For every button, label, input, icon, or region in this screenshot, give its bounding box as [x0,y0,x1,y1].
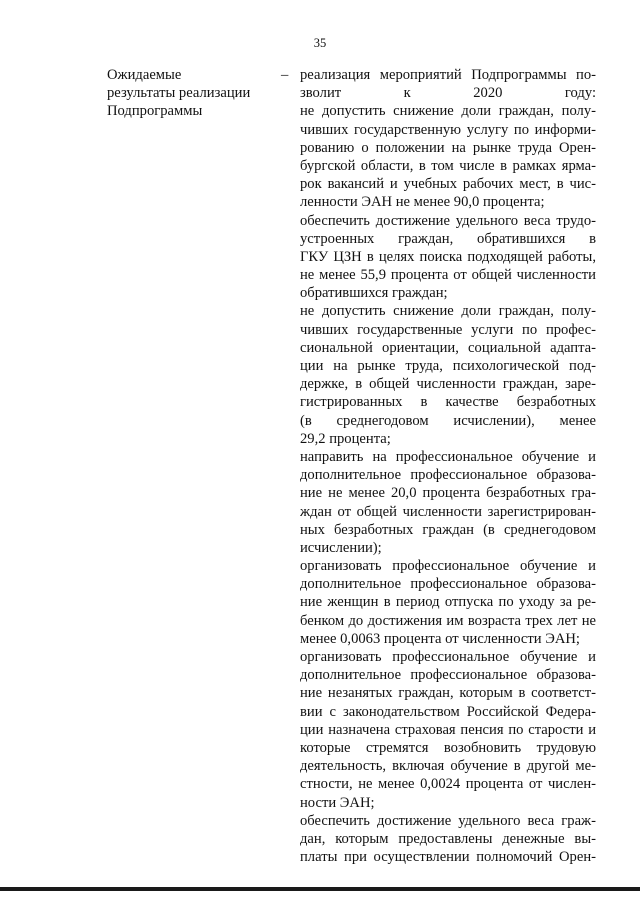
content-line: держке, в общей численности граждан, заре- [300,376,596,393]
content-line: которые стремятся возобновить трудовую [300,739,596,756]
content-line: устроенных граждан, обратившихся в [300,230,596,247]
content-line: реализация мероприятий Подпрограммы по- [300,67,596,83]
content-line: ждан от общей численности зарегистрирован- [300,503,596,520]
content-line: ности ЭАН; [300,794,375,811]
content-line: менее 0,0063 процента от численности ЭАН; [300,630,580,647]
content-line: дополнительное профессиональное образова- [300,667,596,684]
content-line: бургской области, в том числе в рамках ярма- [300,157,596,174]
content-line: ных безработных граждан (в среднегодовом [300,521,596,538]
content-line: сиональной ориентации, социальной адапта- [300,339,596,356]
content-line: не менее 55,9 процента от общей численности [300,267,596,284]
section-label [107,66,277,121]
content-line: обеспечить достижение удельного веса граж- [300,812,596,829]
content-line: обратившихся граждан; [300,285,448,302]
section-label-line: результаты реализации [107,85,251,102]
content-line: гистрированных в качестве безработных [300,394,596,411]
content-line: дополнительное профессиональное образова- [300,576,596,593]
content-line: дан, которым предоставлены денежные вы- [300,830,596,847]
content-line: не допустить снижение доли граждан, полу- [300,103,596,120]
content-line: платы при осуществлении полномочий Орен- [300,849,596,866]
content-line: рок вакансий и учебных рабочих мест, в чис- [300,176,596,193]
list-dash: – [281,67,289,83]
content-line: стности, не менее 0,0024 процента от числен- [300,776,596,793]
content-line: зволит к 2020 году: [300,85,596,102]
content-line: организовать профессиональное обучение и [300,558,596,575]
content-line: ции назначена страховая пенсия по старости и [300,721,596,738]
content-line: вии с законодательством Российской Федера- [300,703,596,720]
content-line: не допустить снижение доли граждан, полу- [300,303,596,320]
content-line: ции на рынке труда, психологической под- [300,358,596,374]
section-label-line: Подпрограммы [107,103,203,120]
content-line: рованию о положении на рынке труда Орен- [300,139,596,156]
section-label-line: Ожидаемые [107,67,182,83]
content-line: направить на профессиональное обучение и [300,448,596,465]
content-line: ГКУ ЦЗН в целях поиска подходящей работы, [300,248,596,265]
content-line: бенком до достижения им возраста трех лет не [300,612,596,629]
section-content [300,66,596,866]
content-line: организовать профессиональное обучение и [300,649,596,665]
content-line: (в среднегодовом исчислении), менее [300,412,596,429]
content-line: дополнительное профессиональное образова- [300,467,596,484]
content-line: обеспечить достижение удельного веса трудо- [300,212,596,229]
content-line: деятельность, включая обучение в другой ме- [300,758,596,775]
content-line: ние женщин в период отпуска по уходу за ре- [300,594,596,611]
content-line: чивших государственные услуги по профес- [300,321,596,338]
content-line: ние незанятых граждан, которым в соответст- [300,685,596,702]
content-line: 29,2 процента; [300,430,391,447]
bottom-rule [0,887,640,891]
content-line: ние не менее 20,0 процента безработных гра- [300,485,596,502]
page-number: 35 [313,36,327,50]
content-line: чивших государственную услугу по информи- [300,121,596,138]
content-line: ленности ЭАН не менее 90,0 процента; [300,194,545,211]
content-line: исчислении); [300,539,382,556]
